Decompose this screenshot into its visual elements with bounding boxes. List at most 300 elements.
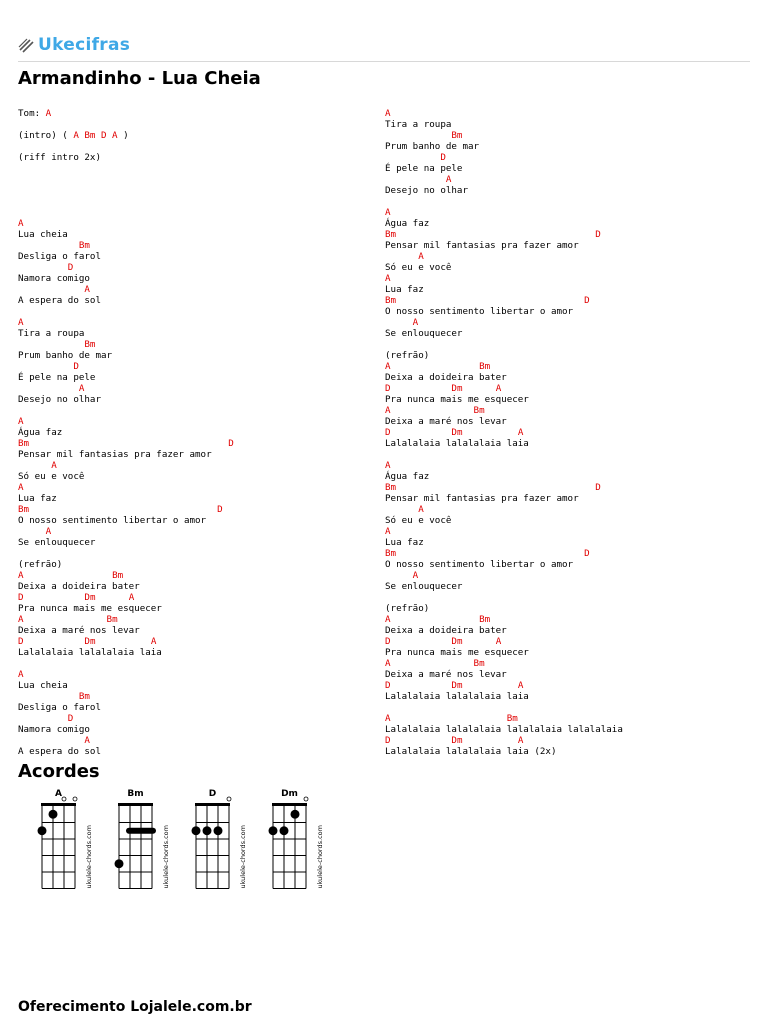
lyric-text: [391, 361, 480, 372]
chord-label[interactable]: D: [73, 361, 79, 372]
lyric-text: [391, 658, 474, 669]
lyric-line: [18, 372, 234, 383]
lyric-text: [391, 405, 474, 416]
lyric-line: [385, 625, 623, 636]
lyric-line: [385, 130, 623, 141]
finger-dot: [115, 859, 124, 868]
lyric-text: Deixa a doideira bater: [18, 581, 140, 592]
lyric-line: [385, 262, 623, 273]
lyric-line: [18, 636, 234, 647]
lyric-line: [18, 460, 234, 471]
lyric-line: [385, 680, 623, 691]
lyric-text: Se enlouquecer: [385, 328, 463, 339]
lyric-text: [18, 460, 51, 471]
chord-diagram-name: Bm: [127, 789, 144, 799]
lyric-line: [18, 493, 234, 504]
lyric-line: [18, 284, 234, 295]
lyric-line: [18, 559, 234, 570]
chord-label[interactable]: D: [385, 383, 391, 394]
finger-dot: [49, 810, 58, 819]
lyric-line: [18, 152, 234, 163]
lyric-text: Só eu e você: [385, 262, 452, 273]
lyric-text: [29, 438, 228, 449]
blank-line: [18, 141, 234, 152]
chord-label[interactable]: Bm: [479, 614, 491, 625]
lyric-line: [18, 361, 234, 372]
chord-label[interactable]: Bm: [18, 438, 30, 449]
finger-dot: [192, 826, 201, 835]
chord-label[interactable]: A: [517, 735, 524, 746]
lyric-line: [18, 669, 234, 680]
lyric-line: [18, 218, 234, 229]
chord-label[interactable]: Bm: [84, 339, 96, 350]
lyric-text: Deixa a doideira bater: [385, 625, 507, 636]
chord-label[interactable]: Bm: [78, 240, 90, 251]
chord-diagrams: [32, 784, 352, 894]
lyric-line: [385, 152, 623, 163]
lyric-text: Desejo no olhar: [18, 394, 101, 405]
lyric-line: [18, 614, 234, 625]
lyric-line: [18, 691, 234, 702]
lyric-line: [385, 493, 623, 504]
lyric-text: [95, 636, 150, 647]
lyric-text: O nosso sentimento libertar o amor: [385, 306, 574, 317]
diagram-nut: [195, 803, 230, 806]
chord-label[interactable]: A: [18, 317, 24, 328]
lyric-text: [385, 570, 413, 581]
lyric-text: Lua cheia: [18, 229, 68, 240]
chord-label[interactable]: A: [150, 636, 157, 647]
lyric-text: Lua faz: [385, 537, 424, 548]
lyric-text: Água faz: [385, 218, 430, 229]
lyric-text: Tom:: [18, 108, 46, 119]
lyric-text: [18, 262, 68, 273]
blank-line: [18, 207, 234, 218]
lyric-text: Lua faz: [385, 284, 424, 295]
lyric-text: Lalalalaia lalalalaia laia: [385, 691, 529, 702]
lyric-line: [385, 251, 623, 262]
lyric-text: Só eu e você: [18, 471, 85, 482]
chord-label[interactable]: D: [67, 262, 74, 273]
chord-label[interactable]: A: [18, 570, 24, 581]
chord-label[interactable]: A: [385, 207, 391, 218]
chords-heading: Acordes: [18, 761, 100, 782]
chord-label[interactable]: A: [385, 658, 391, 669]
lyric-text: Deixa a maré nos levar: [385, 416, 507, 427]
lyric-line: [18, 504, 234, 515]
lyric-line: [385, 438, 623, 449]
chord-label[interactable]: A: [18, 614, 24, 625]
lyric-line: [385, 207, 623, 218]
chord-label[interactable]: A: [385, 713, 391, 724]
lyric-line: [18, 735, 234, 746]
diagram-watermark: ukulele-chords.com: [316, 825, 324, 889]
lyric-text: (refrão): [18, 559, 63, 570]
lyric-line: [18, 526, 234, 537]
lyric-line: [385, 669, 623, 680]
lyric-line: [385, 273, 623, 284]
lyric-line: [385, 735, 623, 746]
lyric-line: [385, 306, 623, 317]
lyric-line: [385, 724, 623, 735]
lyric-line: [385, 240, 623, 251]
lyric-text: [385, 152, 440, 163]
lyric-text: [18, 383, 79, 394]
lyric-text: [385, 130, 451, 141]
chord-label[interactable]: A: [412, 570, 419, 581]
lyric-line: [385, 482, 623, 493]
open-string-marker: [304, 797, 308, 801]
lyric-line: [18, 130, 234, 141]
chord-label[interactable]: A: [51, 460, 57, 471]
lyric-line: [385, 746, 623, 757]
open-string-marker: [227, 797, 231, 801]
lyric-line: [385, 504, 623, 515]
chord-label[interactable]: A: [412, 317, 419, 328]
lyric-line: [18, 724, 234, 735]
chord-label[interactable]: A: [385, 108, 391, 119]
chord-label[interactable]: Bm: [385, 482, 397, 493]
chord-label[interactable]: Dm: [84, 592, 96, 603]
lyric-text: [385, 317, 413, 328]
lyric-text: Pensar mil fantasias pra fazer amor: [385, 240, 579, 251]
chord-label[interactable]: A: [385, 460, 391, 471]
blank-line: [18, 174, 234, 185]
lyric-text: [18, 339, 84, 350]
lyric-line: [385, 416, 623, 427]
chord-label[interactable]: D: [18, 592, 24, 603]
chord-label[interactable]: A: [128, 592, 135, 603]
lyric-text: Namora comigo: [18, 273, 90, 284]
lyric-line: [385, 658, 623, 669]
lyric-text: Prum banho de mar: [385, 141, 480, 152]
lyric-line: [385, 218, 623, 229]
chord-label[interactable]: A: [45, 526, 52, 537]
lyric-line: [18, 416, 234, 427]
lyric-line: [18, 108, 234, 119]
lyric-line: [18, 680, 234, 691]
chord-label[interactable]: A: [18, 669, 24, 680]
lyric-text: Deixa a maré nos levar: [18, 625, 140, 636]
lyric-text: [391, 383, 452, 394]
lyric-line: [18, 471, 234, 482]
lyric-line: [18, 273, 234, 284]
chord-label[interactable]: Dm: [451, 680, 463, 691]
blank-line: [18, 196, 234, 207]
chord-label[interactable]: D: [584, 295, 590, 306]
lyric-line: [385, 361, 623, 372]
chord-label[interactable]: D: [595, 229, 601, 240]
lyric-line: [385, 163, 623, 174]
chord-label[interactable]: D: [67, 713, 74, 724]
lyric-text: Lalalalaia lalalalaia laia: [385, 438, 529, 449]
chord-label[interactable]: D: [18, 636, 24, 647]
lyric-text: Pensar mil fantasias pra fazer amor: [385, 493, 579, 504]
lyric-text: [391, 636, 452, 647]
chord-label[interactable]: Bm: [78, 691, 90, 702]
header-divider: [18, 61, 750, 62]
lyric-line: [385, 570, 623, 581]
blank-line: [18, 185, 234, 196]
chord-label[interactable]: A: [495, 636, 502, 647]
lyric-text: Água faz: [385, 471, 430, 482]
lyric-text: [385, 174, 446, 185]
lyric-text: Tira a roupa: [18, 328, 85, 339]
finger-dot: [203, 826, 212, 835]
lyric-text: É pele na pele: [18, 372, 96, 383]
lyric-line: [18, 339, 234, 350]
lyric-text: Pra nunca mais me esquecer: [385, 394, 529, 405]
chord-label[interactable]: D: [228, 438, 234, 449]
chord-label[interactable]: A: [18, 416, 24, 427]
chord-label[interactable]: D: [217, 504, 223, 515]
chord-label[interactable]: A Bm D A: [73, 130, 118, 141]
chord-label[interactable]: A: [18, 218, 24, 229]
lyric-line: [18, 647, 234, 658]
lyric-line: [18, 702, 234, 713]
lyric-line: [385, 647, 623, 658]
blank-line: [385, 339, 623, 350]
open-string-marker: [73, 797, 77, 801]
lyric-line: [18, 251, 234, 262]
lyric-line: [18, 713, 234, 724]
lyric-text: [462, 383, 495, 394]
lyric-line: [385, 427, 623, 438]
diagram-watermark: ukulele-chords.com: [239, 825, 247, 889]
chord-label[interactable]: Bm: [18, 504, 30, 515]
lyric-text: Lalalalaia lalalalaia lalalalaia lalalalaia: [385, 724, 623, 735]
chord-label[interactable]: Bm: [506, 713, 518, 724]
chord-label[interactable]: A: [385, 405, 391, 416]
lyric-text: Se enlouquecer: [18, 537, 96, 548]
lyric-text: Desejo no olhar: [385, 185, 468, 196]
lyric-text: [385, 504, 418, 515]
lyric-line: [385, 119, 623, 130]
chord-label[interactable]: A: [418, 504, 424, 515]
lyric-line: [18, 350, 234, 361]
lyric-line: [385, 383, 623, 394]
chord-label[interactable]: A: [385, 273, 391, 284]
site-logo[interactable]: [18, 34, 130, 56]
lyric-text: [396, 482, 595, 493]
chord-label[interactable]: Bm: [106, 614, 118, 625]
lyric-line: [18, 427, 234, 438]
lyric-text: Pensar mil fantasias pra fazer amor: [18, 449, 212, 460]
lyric-text: [391, 614, 480, 625]
lyric-line: [385, 141, 623, 152]
lyric-line: [385, 229, 623, 240]
chord-label[interactable]: A: [385, 361, 391, 372]
lyric-line: [18, 625, 234, 636]
chord-label[interactable]: A: [385, 614, 391, 625]
lyric-text: [462, 735, 517, 746]
blank-line: [18, 548, 234, 559]
chord-label[interactable]: A: [45, 108, 52, 119]
lyric-text: Lua faz: [18, 493, 57, 504]
chord-label[interactable]: A: [78, 383, 85, 394]
chord-label[interactable]: D: [385, 735, 391, 746]
chord-label[interactable]: Dm: [451, 735, 463, 746]
open-string-marker: [62, 797, 66, 801]
blank-line: [385, 592, 623, 603]
lyric-line: [385, 328, 623, 339]
lyric-text: [396, 548, 584, 559]
chord-label[interactable]: D: [595, 482, 601, 493]
diagram-watermark: ukulele-chords.com: [85, 825, 93, 889]
song-title: Armandinho - Lua Cheia: [18, 68, 261, 89]
lyric-line: [385, 317, 623, 328]
lyric-line: [18, 449, 234, 460]
chord-label[interactable]: D: [385, 636, 391, 647]
lyric-text: [462, 680, 517, 691]
lyric-text: Lalalalaia lalalalaia laia (2x): [385, 746, 557, 757]
lyric-text: [462, 636, 495, 647]
chord-label[interactable]: D: [440, 152, 446, 163]
finger-dot: [291, 810, 300, 819]
lyric-text: [391, 713, 507, 724]
chord-label[interactable]: Dm: [451, 636, 463, 647]
lyric-line: [385, 559, 623, 570]
lyrics-column-left: [18, 108, 234, 757]
chord-label[interactable]: A: [495, 383, 502, 394]
lyric-text: Desliga o farol: [18, 702, 101, 713]
lyric-text: Se enlouquecer: [385, 581, 463, 592]
chord-label[interactable]: A: [517, 427, 524, 438]
finger-dot: [269, 826, 278, 835]
lyric-line: [385, 713, 623, 724]
lyric-line: [385, 526, 623, 537]
blank-line: [385, 196, 623, 207]
chord-label[interactable]: Dm: [451, 383, 463, 394]
lyric-text: O nosso sentimento libertar o amor: [18, 515, 207, 526]
lyric-text: [18, 526, 46, 537]
lyric-line: [18, 295, 234, 306]
blank-line: [18, 306, 234, 317]
chord-label[interactable]: A: [385, 526, 391, 537]
lyric-text: Desliga o farol: [18, 251, 101, 262]
blank-line: [18, 405, 234, 416]
lyric-line: [18, 482, 234, 493]
lyric-text: [396, 295, 584, 306]
chord-label[interactable]: Dm: [84, 636, 96, 647]
lyric-text: [24, 570, 113, 581]
lyric-text: Tira a roupa: [385, 119, 452, 130]
chord-label[interactable]: Dm: [451, 427, 463, 438]
lyric-text: A espera do sol: [18, 746, 101, 757]
ukulele-logo-icon: [18, 36, 36, 54]
lyric-line: [385, 460, 623, 471]
lyric-line: [385, 185, 623, 196]
lyric-line: [385, 372, 623, 383]
finger-dot: [214, 826, 223, 835]
lyric-line: [18, 438, 234, 449]
lyric-line: [385, 471, 623, 482]
lyric-line: [18, 394, 234, 405]
chord-label[interactable]: D: [385, 427, 391, 438]
lyric-line: [385, 548, 623, 559]
finger-dot: [38, 826, 47, 835]
lyric-line: [385, 284, 623, 295]
diagram-watermark: ukulele-chords.com: [162, 825, 170, 889]
lyric-line: [385, 691, 623, 702]
chord-label[interactable]: A: [418, 251, 424, 262]
lyric-text: A espera do sol: [18, 295, 101, 306]
chord-label[interactable]: Bm: [112, 570, 124, 581]
lyric-line: [18, 229, 234, 240]
lyric-text: É pele na pele: [385, 163, 463, 174]
lyric-text: [385, 251, 418, 262]
chord-label[interactable]: Bm: [473, 405, 485, 416]
chord-label[interactable]: D: [385, 680, 391, 691]
lyric-text: [24, 636, 85, 647]
lyric-line: [385, 295, 623, 306]
lyric-line: [18, 515, 234, 526]
chord-label[interactable]: A: [84, 735, 90, 746]
lyric-text: ): [117, 130, 129, 141]
chord-label[interactable]: Bm: [451, 130, 463, 141]
logo-text: Ukecifras: [38, 35, 131, 55]
lyric-text: Deixa a maré nos levar: [385, 669, 507, 680]
chord-label[interactable]: Bm: [479, 361, 491, 372]
lyric-line: [385, 537, 623, 548]
lyric-line: [385, 405, 623, 416]
lyric-line: [18, 262, 234, 273]
lyric-line: [18, 603, 234, 614]
lyric-text: [462, 427, 517, 438]
lyric-text: [18, 284, 84, 295]
lyric-text: [18, 691, 79, 702]
chord-label[interactable]: Bm: [385, 295, 397, 306]
chord-label[interactable]: A: [84, 284, 90, 295]
lyric-text: Deixa a doideira bater: [385, 372, 507, 383]
lyric-line: [18, 240, 234, 251]
lyric-line: [385, 350, 623, 361]
lyric-text: [391, 735, 452, 746]
lyric-text: Só eu e você: [385, 515, 452, 526]
lyric-text: [18, 713, 68, 724]
lyric-line: [18, 383, 234, 394]
blank-line: [18, 658, 234, 669]
blank-line: [18, 119, 234, 130]
chord-label[interactable]: D: [584, 548, 590, 559]
chord-label[interactable]: Bm: [385, 548, 397, 559]
lyric-text: [24, 614, 107, 625]
blank-line: [385, 449, 623, 460]
finger-dot: [280, 826, 289, 835]
chord-label[interactable]: A: [517, 680, 524, 691]
lyric-text: [18, 735, 84, 746]
lyric-line: [385, 614, 623, 625]
chord-label[interactable]: Bm: [385, 229, 397, 240]
diagram-nut: [272, 803, 307, 806]
lyric-line: [385, 581, 623, 592]
chord-label[interactable]: A: [445, 174, 452, 185]
lyric-text: [29, 504, 217, 515]
lyric-text: Pra nunca mais me esquecer: [18, 603, 162, 614]
lyric-text: [18, 361, 73, 372]
blank-line: [385, 702, 623, 713]
lyric-line: [385, 515, 623, 526]
lyric-text: Namora comigo: [18, 724, 90, 735]
chord-label[interactable]: Bm: [473, 658, 485, 669]
footer-sponsor[interactable]: Oferecimento Lojalele.com.br: [18, 999, 252, 1015]
chord-diagram-name: A: [55, 789, 62, 799]
chord-label[interactable]: A: [18, 482, 24, 493]
lyric-text: Lua cheia: [18, 680, 68, 691]
lyrics-column-right: [385, 108, 623, 757]
lyric-text: O nosso sentimento libertar o amor: [385, 559, 574, 570]
lyric-line: [18, 328, 234, 339]
